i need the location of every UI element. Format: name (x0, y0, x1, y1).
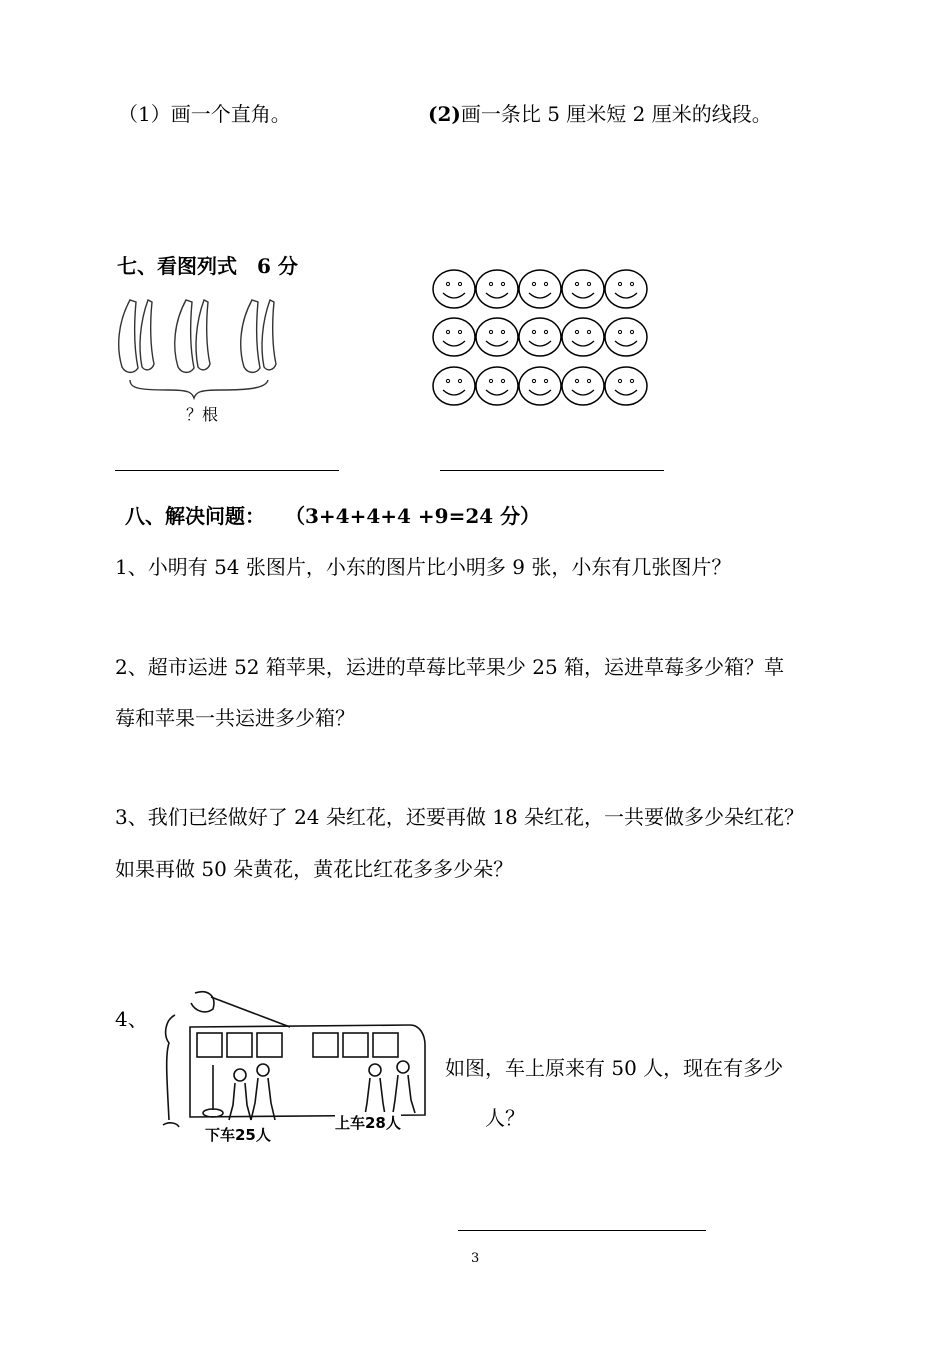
smiley-face (605, 318, 647, 356)
banana-count-label: ？根 (186, 405, 219, 424)
smiley-face (562, 318, 604, 356)
section-8-title (125, 500, 540, 529)
problem-1: 1、小明有 54 张图片，小东的图片比小明多 9 张，小东有几张图片？ (115, 555, 732, 579)
smiley-grid (428, 265, 653, 415)
banana-pair (175, 300, 210, 372)
section-7-title: 七、看图列式 6 分 (117, 254, 298, 278)
smiley-face (562, 270, 604, 308)
problem-2-line-1: 2、超市运进 52 箱苹果，运进的草莓比苹果少 25 箱，运进草莓多少箱？草 (115, 655, 785, 679)
smiley-face (476, 318, 518, 356)
problem-3-line-2: 如果再做 50 朵黄花，黄花比红花多多少朵？ (115, 857, 514, 881)
smiley-face (433, 318, 475, 356)
problem-4-line-1: 如图，车上原来有 50 人，现在有多少 (445, 1056, 784, 1080)
problem-4-line-2: 人？ (485, 1106, 525, 1130)
answer-line[interactable] (458, 1230, 706, 1231)
answer-line[interactable] (440, 470, 664, 471)
answer-line[interactable] (115, 470, 339, 471)
smiley-face (476, 270, 518, 308)
problem-3-line-1: 3、我们已经做好了 24 朵红花，还要再做 18 朵红花，一共要做多少朵红花？ (115, 805, 805, 829)
smiley-face (433, 367, 475, 405)
banana-pair (241, 300, 276, 372)
section-8-title-text: 八、解决问题： (125, 504, 265, 528)
problem-4-number: 4、 (115, 1007, 148, 1031)
problem-2-line-2: 莓和苹果一共运进多少箱？ (115, 706, 355, 730)
brace (130, 380, 268, 398)
section-8-score: （3+4+4+4 +9=24 分） (295, 504, 541, 528)
smiley-face (519, 318, 561, 356)
task-draw-segment (428, 98, 772, 127)
smiley-face (519, 367, 561, 405)
task-text: 画一条比 5 厘米短 2 厘米的线段。 (460, 102, 772, 126)
banana-pair (119, 300, 154, 372)
smiley-face (605, 270, 647, 308)
smiley-face (519, 270, 561, 308)
smiley-face (605, 367, 647, 405)
task-number: (2) (428, 102, 461, 126)
page-number: 3 (471, 1251, 480, 1266)
smiley-face (562, 367, 604, 405)
bus-label-off: 下车25人 (205, 1126, 271, 1144)
smiley-face (433, 270, 475, 308)
smiley-face (476, 367, 518, 405)
task-draw-right-angle: （1）画一个直角。 (118, 102, 291, 126)
bus-label-on: 上车28人 (335, 1114, 401, 1132)
